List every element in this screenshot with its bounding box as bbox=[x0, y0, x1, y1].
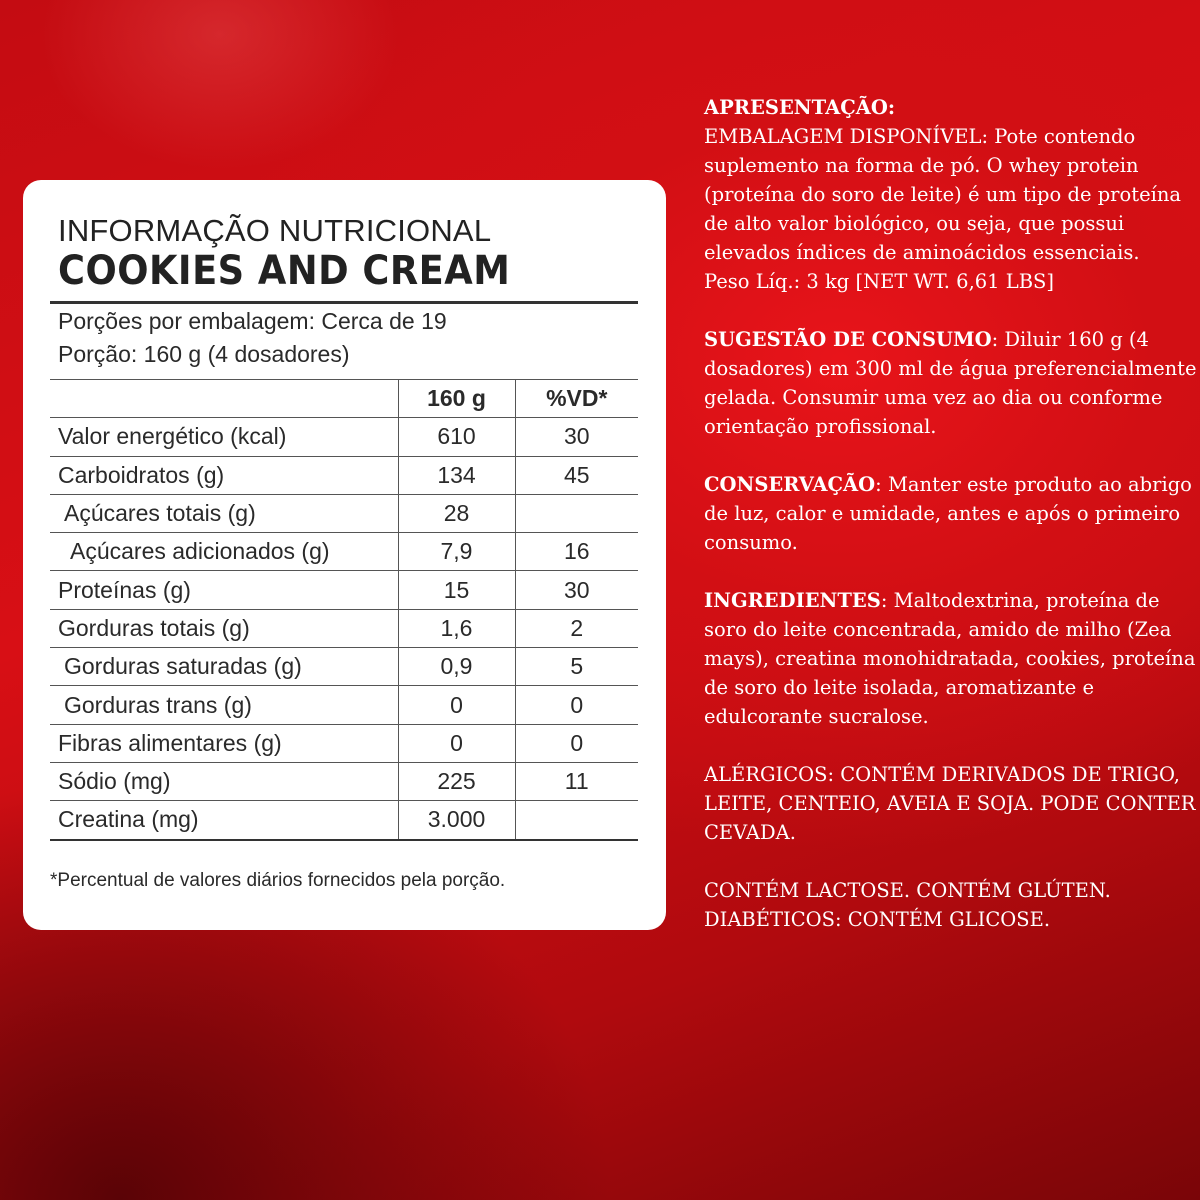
nutrient-label: Gorduras saturadas (g) bbox=[50, 648, 398, 686]
nutrient-amount: 0 bbox=[398, 686, 515, 724]
serving-size: Porção: 160 g (4 dosadores) bbox=[58, 341, 350, 367]
servings-per-package: Porções por embalagem: Cerca de 19 bbox=[58, 308, 447, 334]
nutrient-amount: 15 bbox=[398, 571, 515, 609]
storage-heading: CONSERVAÇÃO bbox=[704, 473, 876, 496]
table-row bbox=[50, 648, 638, 686]
nutrient-label: Proteínas (g) bbox=[50, 571, 398, 609]
nutrient-dv: 5 bbox=[515, 648, 638, 686]
nutrient-dv: 30 bbox=[515, 418, 638, 456]
table-row bbox=[50, 494, 638, 532]
nutrient-label: Gorduras trans (g) bbox=[50, 686, 398, 724]
table-row bbox=[50, 686, 638, 724]
nutrition-table bbox=[50, 379, 638, 841]
nutrient-dv bbox=[515, 801, 638, 840]
nutrient-amount: 3.000 bbox=[398, 801, 515, 840]
nutrient-label: Sódio (mg) bbox=[50, 762, 398, 800]
table-row bbox=[50, 418, 638, 456]
nutrient-amount: 7,9 bbox=[398, 533, 515, 571]
table-row bbox=[50, 571, 638, 609]
ingredients-heading: INGREDIENTES bbox=[704, 589, 881, 612]
daily-value-footnote: *Percentual de valores diários fornecidos pela porção. bbox=[50, 870, 506, 891]
nutrient-label: Creatina (mg) bbox=[50, 801, 398, 840]
divider bbox=[50, 301, 638, 304]
header-daily-value: %VD* bbox=[515, 380, 638, 418]
flavor-name: COOKIES AND CREAM bbox=[58, 248, 511, 294]
nutrient-label: Açúcares totais (g) bbox=[50, 494, 398, 532]
background-glare bbox=[40, 0, 400, 170]
storage-section bbox=[704, 470, 1200, 557]
allergens-section: ALÉRGICOS: CONTÉM DERIVADOS DE TRIGO, LEITE, CENTEIO, AVEIA E SOJA. PODE CONTER CEVADA. bbox=[704, 763, 1196, 844]
nutrition-facts-card bbox=[23, 180, 666, 930]
usage-section bbox=[704, 325, 1200, 441]
header-label-cell bbox=[50, 380, 398, 418]
usage-text: : Diluir 160 g (4 dosadores) em 300 ml de água preferencialmente gelada. Consumir uma vez ao dia ou conforme orientação profissional. bbox=[704, 328, 1197, 438]
net-weight: Peso Líq.: 3 kg [NET WT. 6,61 LBS] bbox=[704, 270, 1055, 293]
table-row bbox=[50, 762, 638, 800]
nutrient-dv: 30 bbox=[515, 571, 638, 609]
presentation-heading: APRESENTAÇÃO: bbox=[704, 96, 896, 119]
nutrient-dv: 45 bbox=[515, 456, 638, 494]
lactose-gluten-warning: CONTÉM LACTOSE. CONTÉM GLÚTEN. bbox=[704, 879, 1111, 902]
nutrient-amount: 28 bbox=[398, 494, 515, 532]
diabetics-warning: DIABÉTICOS: CONTÉM GLICOSE. bbox=[704, 908, 1051, 931]
nutrient-amount: 0 bbox=[398, 724, 515, 762]
nutrient-dv: 11 bbox=[515, 762, 638, 800]
nutrient-dv: 2 bbox=[515, 609, 638, 647]
table-row bbox=[50, 456, 638, 494]
nutrition-title: INFORMAÇÃO NUTRICIONAL bbox=[58, 213, 492, 248]
table-header-row bbox=[50, 380, 638, 418]
nutrient-amount: 0,9 bbox=[398, 648, 515, 686]
presentation-section bbox=[704, 93, 1200, 296]
nutrient-label: Gorduras totais (g) bbox=[50, 609, 398, 647]
usage-heading: SUGESTÃO DE CONSUMO bbox=[704, 328, 992, 351]
table-row bbox=[50, 724, 638, 762]
nutrient-amount: 225 bbox=[398, 762, 515, 800]
header-amount: 160 g bbox=[398, 380, 515, 418]
nutrient-dv bbox=[515, 494, 638, 532]
ingredients-section bbox=[704, 586, 1200, 731]
table-row bbox=[50, 609, 638, 647]
nutrient-label: Carboidratos (g) bbox=[50, 456, 398, 494]
nutrient-label: Açúcares adicionados (g) bbox=[50, 533, 398, 571]
product-info-column bbox=[704, 93, 1200, 963]
presentation-text: EMBALAGEM DISPONÍVEL: Pote contendo suplemento na forma de pó. O whey protein (proteína do soro de leite) é um tipo de proteína de alto valor biológico, ou seja, que possui elevados índices de aminoácidos essenciais. bbox=[704, 125, 1182, 264]
nutrient-amount: 134 bbox=[398, 456, 515, 494]
nutrient-dv: 0 bbox=[515, 686, 638, 724]
nutrient-label: Valor energético (kcal) bbox=[50, 418, 398, 456]
nutrient-dv: 16 bbox=[515, 533, 638, 571]
table-row bbox=[50, 801, 638, 840]
ingredients-text: : Maltodextrina, proteína de soro do leite concentrada, amido de milho (Zea mays), creatina monohidratada, cookies, proteína de soro do leite isolada, aromatizante e edulcorante sucralose. bbox=[704, 589, 1196, 728]
nutrient-label: Fibras alimentares (g) bbox=[50, 724, 398, 762]
storage-text: : Manter este produto ao abrigo de luz, calor e umidade, antes e após o primeiro consumo. bbox=[704, 473, 1192, 554]
nutrient-amount: 610 bbox=[398, 418, 515, 456]
warnings-section bbox=[704, 876, 1200, 934]
nutrient-amount: 1,6 bbox=[398, 609, 515, 647]
nutrient-dv: 0 bbox=[515, 724, 638, 762]
table-row bbox=[50, 533, 638, 571]
